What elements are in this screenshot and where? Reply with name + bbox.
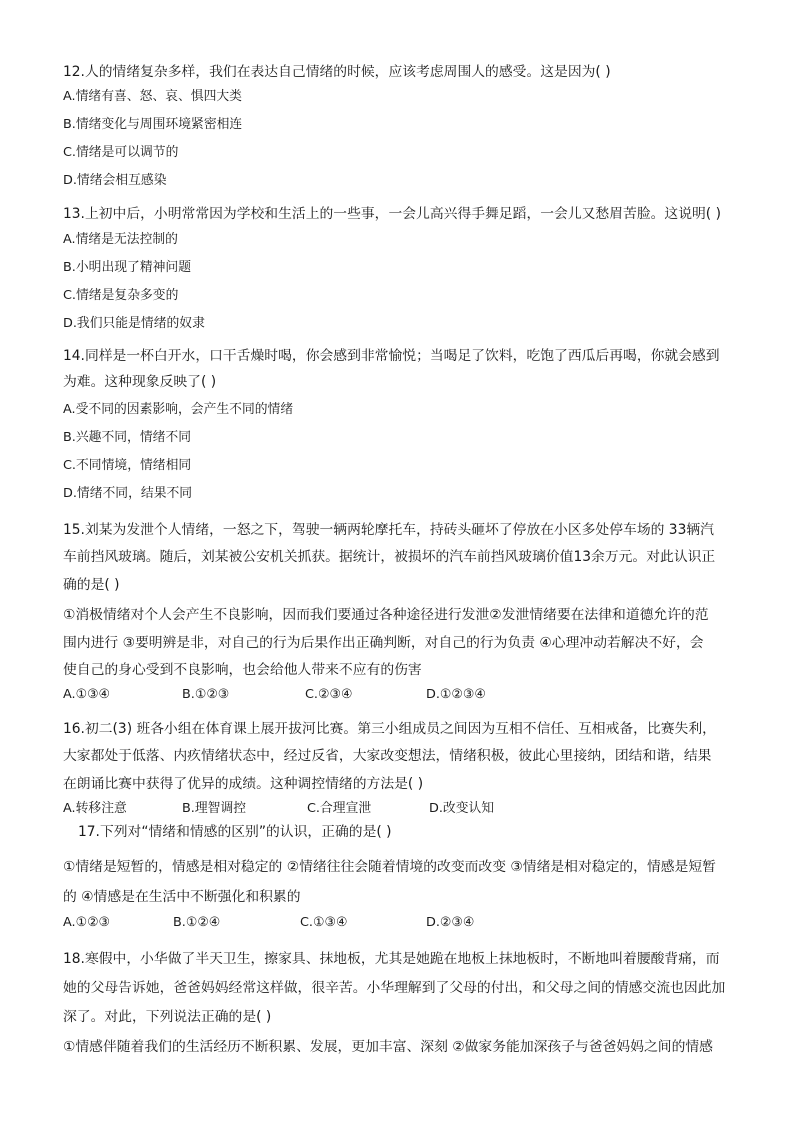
q18-stem-line-3: 深了。对此，下列说法正确的是( ): [63, 1009, 272, 1025]
q17-option-b: B.①②④: [173, 915, 221, 930]
q17-statement-line-2: 的 ④情感是在生活中不断强化和积累的: [63, 889, 301, 905]
q17-option-d: D.②③④: [426, 915, 475, 930]
q13-option-a: A.情绪是无法控制的: [63, 232, 178, 247]
q14-stem-line-1: 14.同样是一杯白开水，口干舌燥时喝，你会感到非常愉悦；当喝足了饮料，吃饱了西瓜后再喝，你就会感到: [63, 348, 720, 364]
q14-option-d: D.情绪不同，结果不同: [63, 486, 193, 501]
q13-stem: 13.上初中后，小明常常因为学校和生活上的一些事，一会儿高兴得手舞足蹈，一会儿又愁眉苦脸。这说明( ): [63, 206, 721, 222]
q12-option-b: B.情绪变化与周围环境紧密相连: [63, 117, 243, 132]
q12-stem: 12.人的情绪复杂多样，我们在表达自己情绪的时候，应该考虑周围人的感受。这是因为( ): [63, 64, 611, 80]
q16-option-b: B.理智调控: [182, 801, 247, 816]
q17-option-a: A.①②③: [63, 915, 111, 930]
q15-statement-line-2: 围内进行 ③要明辨是非，对自己的行为后果作出正确判断，对自己的行为负责 ④心理冲动若解决不好，会: [63, 635, 704, 651]
q16-stem-line-1: 16.初二(3) 班各小组在体育课上展开拔河比赛。第三小组成员之间因为互相不信任、互相戒备，比赛失利，: [63, 721, 716, 737]
q15-option-b: B.①②③: [182, 687, 230, 702]
q15-stem-line-1: 15.刘某为发泄个人情绪，一怒之下，驾驶一辆两轮摩托车，持砖头砸坏了停放在小区多处停车场的 33辆汽: [63, 522, 714, 538]
q16-option-c: C.合理宣泄: [307, 801, 372, 816]
q15-option-c: C.②③④: [305, 687, 353, 702]
q14-stem-line-2: 为难。这种现象反映了( ): [63, 374, 217, 390]
q14-option-b: B.兴趣不同，情绪不同: [63, 430, 192, 445]
q14-option-c: C.不同情境，情绪相同: [63, 458, 192, 473]
q13-option-d: D.我们只能是情绪的奴隶: [63, 316, 205, 331]
q12-option-d: D.情绪会相互感染: [63, 173, 167, 188]
q15-option-d: D.①②③④: [426, 687, 486, 702]
q16-stem-line-2: 大家都处于低落、内疚情绪状态中，经过反省，大家改变想法，情绪积极，彼此心里接纳，团结和谐，结果: [63, 748, 712, 764]
q13-option-b: B.小明出现了精神问题: [63, 260, 192, 275]
q15-option-a: A.①③④: [63, 687, 111, 702]
q13-option-c: C.情绪是复杂多变的: [63, 288, 179, 303]
q17-statement-line-1: ①情绪是短暂的，情感是相对稳定的 ②情绪往往会随着情境的改变而改变 ③情绪是相对稳定的，情感是短暂: [63, 859, 716, 875]
q16-option-a: A.转移注意: [63, 801, 127, 816]
q15-statement-line-3: 使自己的身心受到不良影响，也会给他人带来不应有的伤害: [63, 662, 422, 678]
q14-option-a: A.受不同的因素影响，会产生不同的情绪: [63, 402, 294, 417]
q16-option-d: D.改变认知: [429, 801, 495, 816]
q15-stem-line-2: 车前挡风玻璃。随后，刘某被公安机关抓获。据统计，被损坏的汽车前挡风玻璃价值13余万元。对此认识正: [63, 549, 716, 565]
q17-option-c: C.①③④: [300, 915, 348, 930]
q16-stem-line-3: 在朗诵比赛中获得了优异的成绩。这种调控情绪的方法是( ): [63, 776, 424, 792]
q15-statement-line-1: ①消极情绪对个人会产生不良影响，因而我们要通过各种途径进行发泄②发泄情绪要在法律和道德允许的范: [63, 607, 709, 623]
q18-statement-line-1: ①情感伴随着我们的生活经历不断积累、发展，更加丰富、深刻 ②做家务能加深孩子与爸爸妈妈之间的情感: [63, 1039, 713, 1055]
q12-option-a: A.情绪有喜、怒、哀、惧四大类: [63, 89, 242, 104]
q18-stem-line-2: 她的父母告诉她，爸爸妈妈经常这样做，很辛苦。小华理解到了父母的付出，和父母之间的情感交流也因此加: [63, 980, 726, 996]
q12-option-c: C.情绪是可以调节的: [63, 145, 179, 160]
q15-stem-line-3: 确的是( ): [63, 577, 120, 593]
q17-stem: 17.下列对“情绪和情感的区别”的认识，正确的是( ): [78, 824, 392, 840]
q18-stem-line-1: 18.寒假中，小华做了半天卫生，擦家具、抹地板，尤其是她跪在地板上抹地板时，不断地叫着腰酸背痛，而: [63, 951, 720, 967]
